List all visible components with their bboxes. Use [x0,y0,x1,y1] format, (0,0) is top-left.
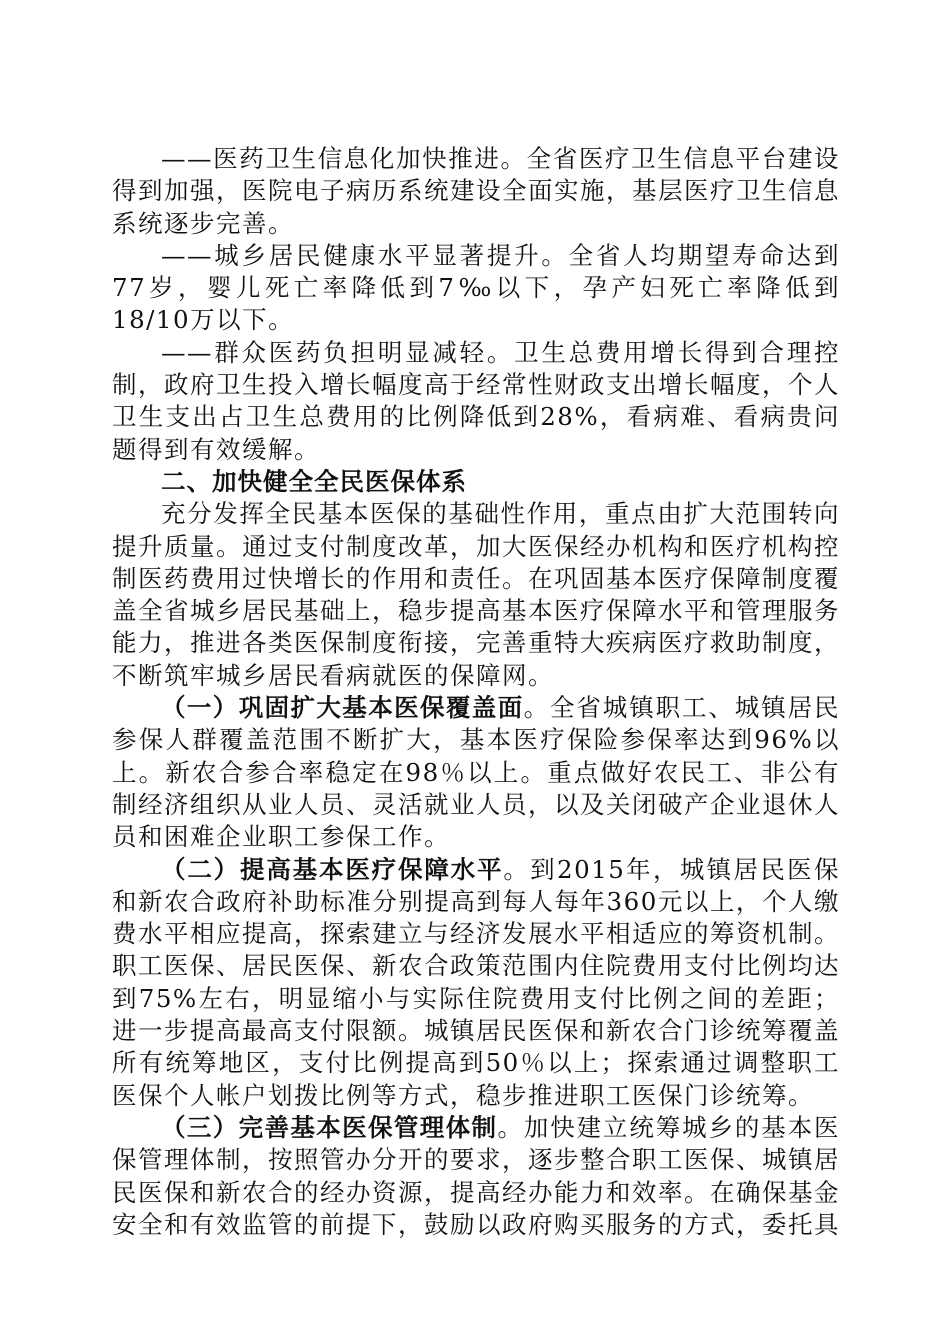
paragraph-management-system-body: 。加快建立统筹城乡的基本医保管理体制，按照管办分开的要求，逐步整合职工医保、城镇居民医保和新农合的经办资源，提高经办能力和效率。在确保基金安全和有效监管的前提下，鼓励以政府购买服务的方式，委托具 [112,1112,841,1239]
subheading-management-system: （三）完善基本医保管理体制 [161,1112,498,1142]
paragraph-management-system [112,1112,840,1241]
paragraph-coverage [112,692,840,853]
subheading-coverage: （一）巩固扩大基本医保覆盖面 [161,693,524,723]
paragraph-coverage-body: 。全省城镇职工、城镇居民参保人群覆盖范围不断扩大，基本医疗保险参保率达到96%以上。新农合参合率稳定在98％以上。重点做好农民工、非公有制经济组织从业人员、灵活就业人员，以及关闭破产企业退休人员和困难企业职工参保工作。 [112,693,841,852]
paragraph-insurance-intro: 充分发挥全民基本医保的基础性作用，重点由扩大范围转向提升质量。通过支付制度改革，加大医保经办机构和医疗机构控制医药费用过快增长的作用和责任。在巩固基本医疗保障制度覆盖全省城乡居民基础上，稳步提高基本医疗保障水平和管理服务能力，推进各类医保制度衔接，完善重特大疾病医疗救助制度，不断筑牢城乡居民看病就医的保障网。 [112,499,840,690]
paragraph-health-level: ——城乡居民健康水平显著提升。全省人均期望寿命达到77岁，婴儿死亡率降低到7‰以下，孕产妇死亡率降低到18/10万以下。 [112,240,840,335]
document-page [112,143,840,1241]
subheading-protection-level: （二）提高基本医疗保障水平 [161,854,504,884]
section-heading-medical-insurance: 二、加快健全全民医保体系 [161,466,467,496]
paragraph-protection-level [112,854,840,1112]
paragraph-medical-burden: ——群众医药负担明显减轻。卫生总费用增长得到合理控制，政府卫生投入增长幅度高于经常性财政支出增长幅度，个人卫生支出占卫生总费用的比例降低到28%，看病难、看病贵问题得到有效缓解。 [112,337,840,464]
paragraph-protection-level-body: 。到2015年，城镇居民医保和新农合政府补助标准分别提高到每人每年360元以上，个人缴费水平相应提高，探索建立与经济发展水平相适应的筹资机制。职工医保、居民医保、新农合政策范围内住院费用支付比例均达到75%左右，明显缩小与实际住院费用支付比例之间的差距；进一步提高最高支付限额。城镇居民医保和新农合门诊统筹覆盖所有统筹地区，支付比例提高到50％以上；探索通过调整职工医保个人帐户划拨比例等方式，稳步推进职工医保门诊统筹。 [112,854,840,1110]
paragraph-health-informatization: ——医药卫生信息化加快推进。全省医疗卫生信息平台建设得到加强，医院电子病历系统建设全面实施，基层医疗卫生信息系统逐步完善。 [112,144,840,238]
